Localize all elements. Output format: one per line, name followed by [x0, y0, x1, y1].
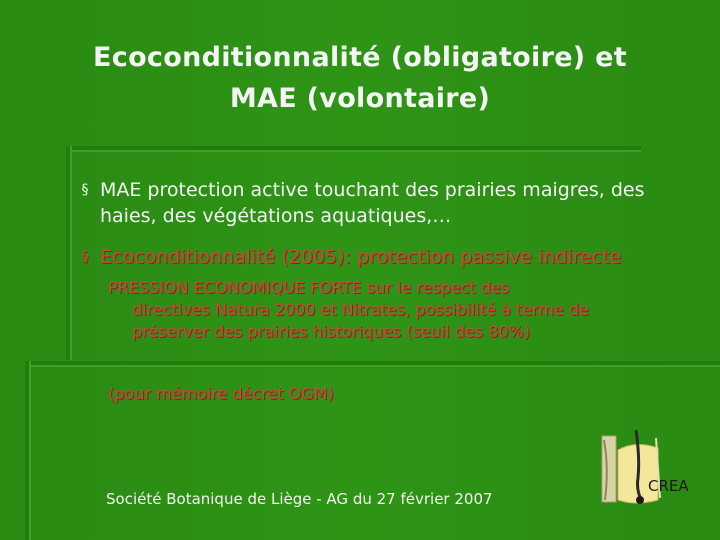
divider-left-top — [66, 146, 70, 360]
sub-point-pression — [108, 277, 668, 343]
bullet-text: Ecoconditionnalité (2005): protection passive indirecte — [100, 246, 622, 268]
divider-top — [66, 146, 641, 150]
crea-logo-icon — [596, 428, 706, 510]
bullet-item-mae — [76, 177, 696, 229]
divider-bottom — [25, 361, 720, 365]
title-line-1: Ecoconditionnalité (obligatoire) et — [93, 42, 627, 73]
slide-title — [20, 38, 700, 119]
bullet-marker: § — [81, 182, 89, 198]
logo-text: CREA — [648, 477, 689, 495]
sub-point-line-1: PRESSION ECONOMIQUE FORTE sur le respect des — [108, 278, 510, 297]
bullet-item-ecoconditionnalite — [76, 244, 696, 270]
bullet-text: MAE protection active touchant des prairies maigres, des haies, des végétations aquatiques,… — [100, 179, 645, 227]
memo-note: (pour mémoire décret OGM) — [108, 384, 334, 403]
divider-left-bottom — [25, 361, 29, 540]
sub-point-line-2: directives Natura 2000 et Nitrates, possibilité à terme de préserver des prairies historiques (seuil des 80%) — [132, 300, 589, 341]
footer-text: Société Botanique de Liège - AG du 27 février 2007 — [106, 490, 493, 508]
bullet-marker: § — [81, 249, 89, 265]
title-line-2: MAE (volontaire) — [229, 82, 491, 114]
